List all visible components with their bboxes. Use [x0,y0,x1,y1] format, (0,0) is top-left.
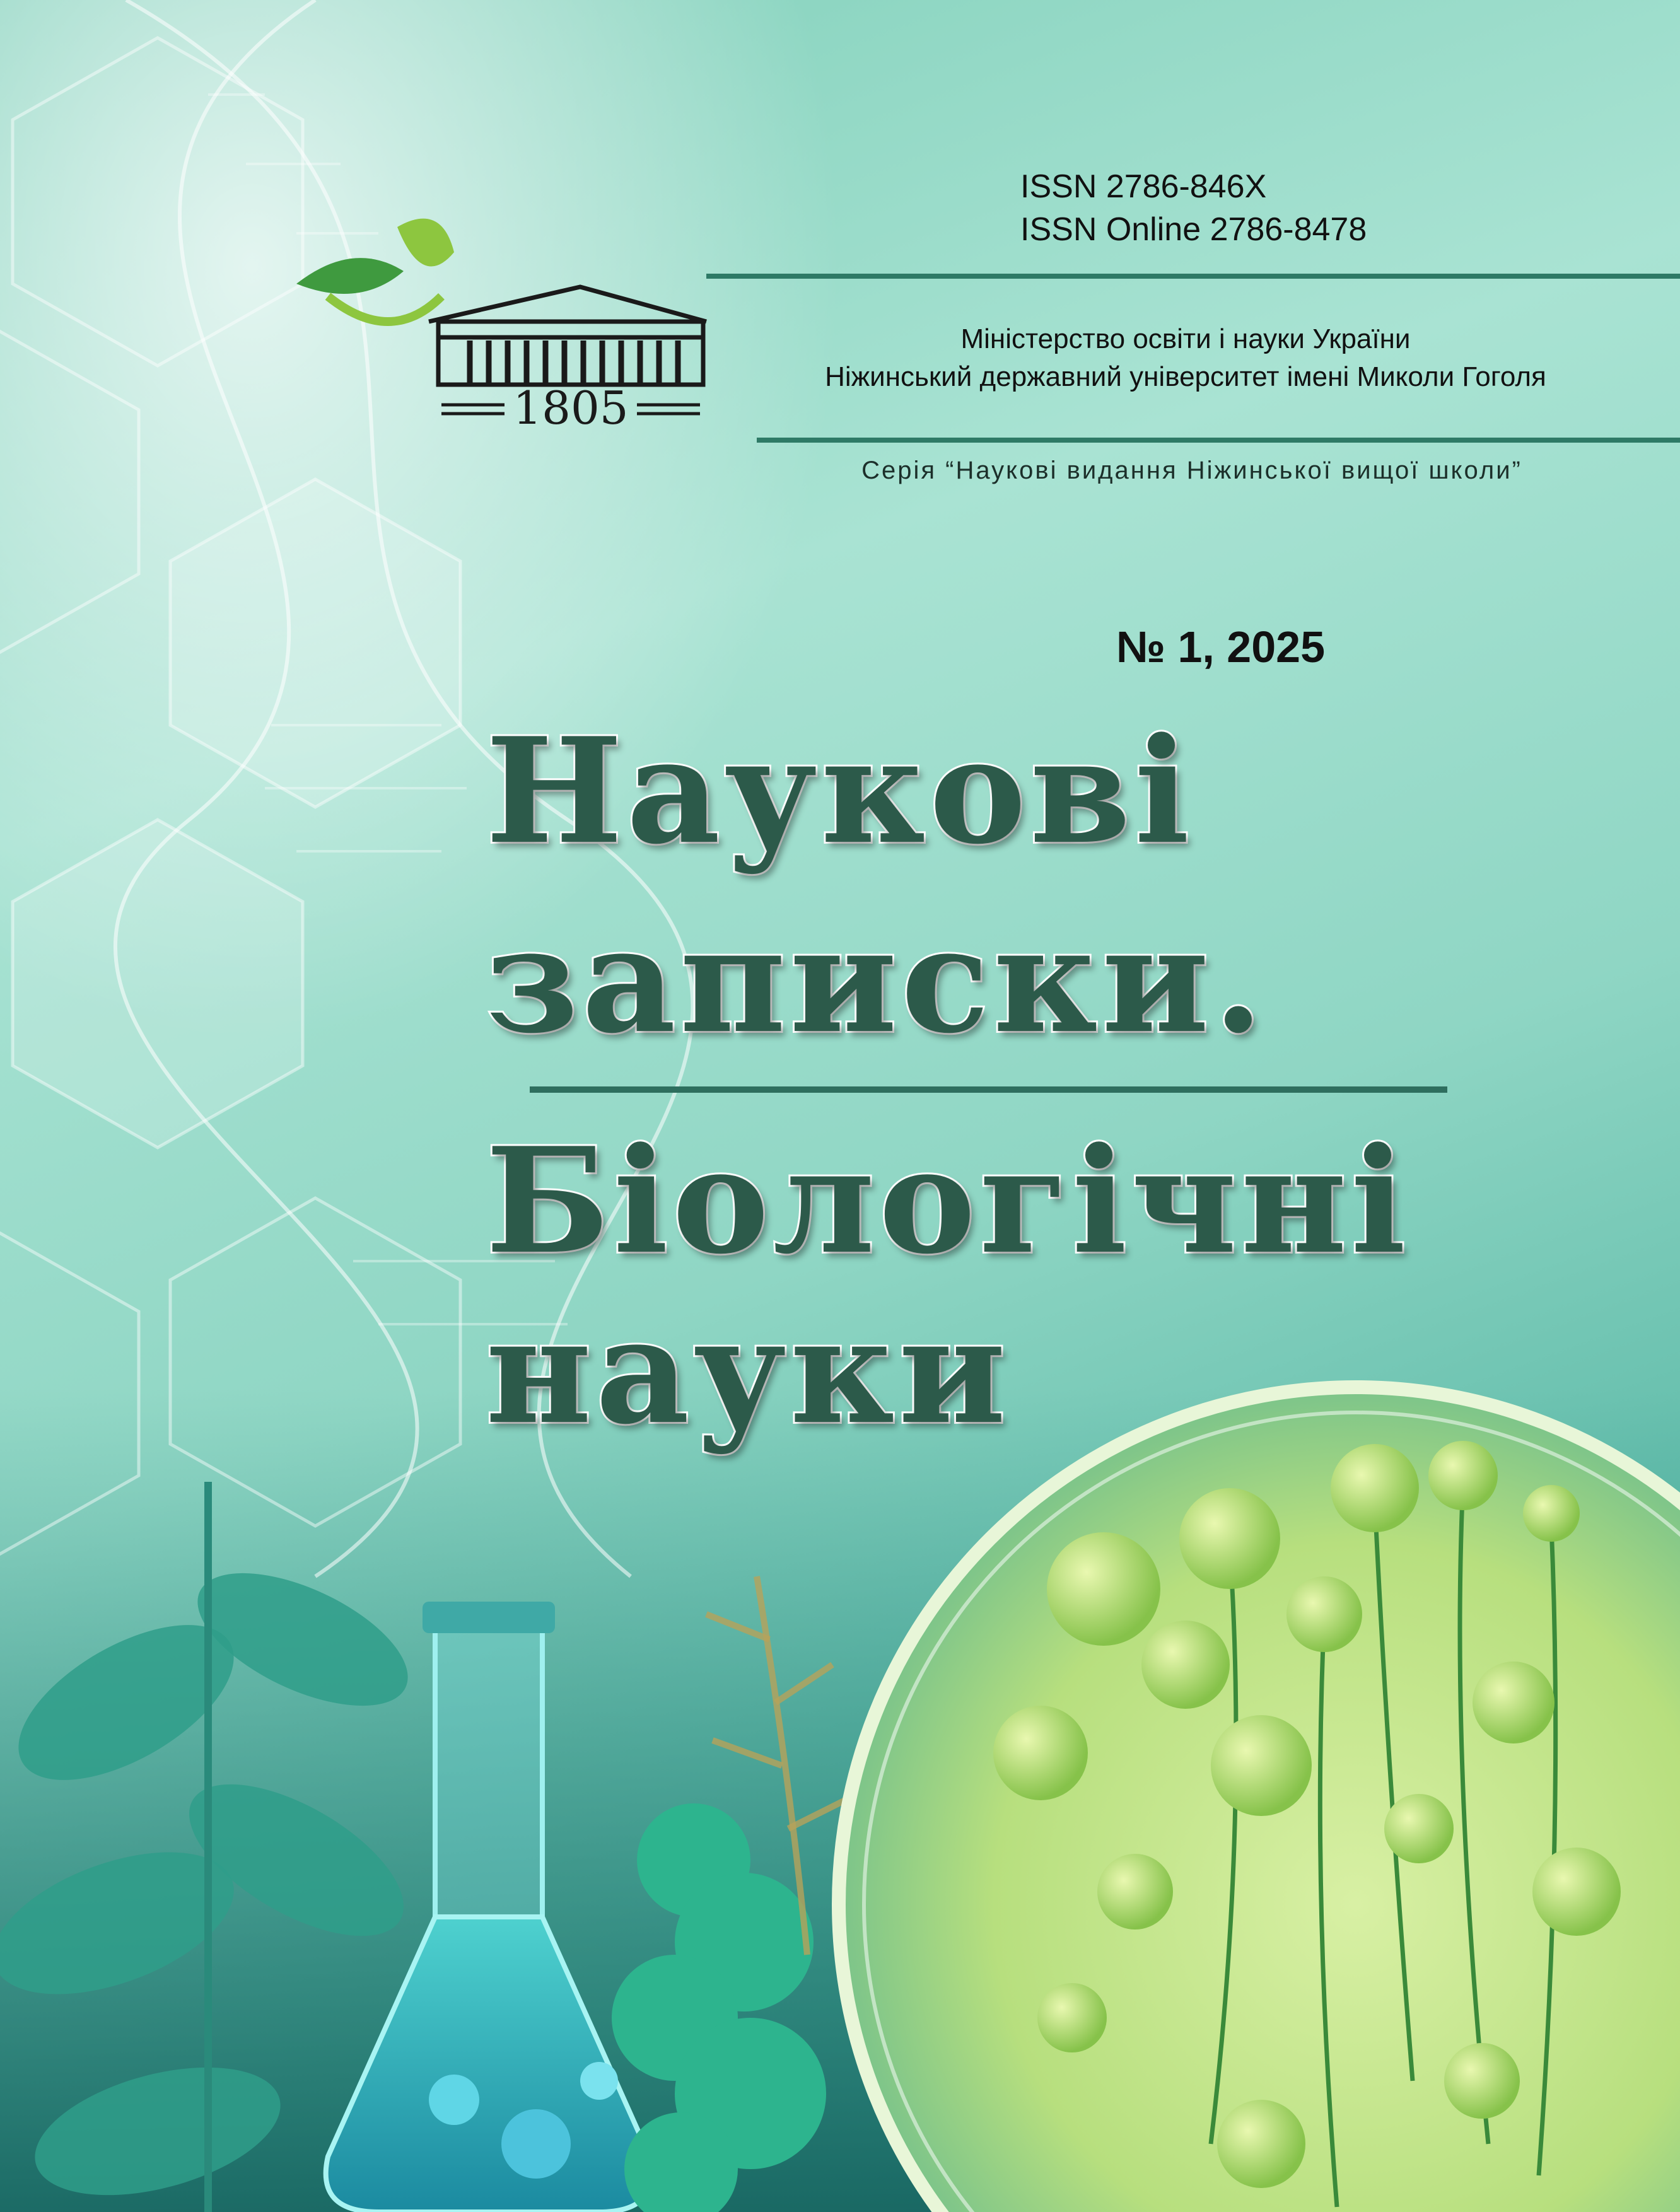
title-divider [530,1086,1447,1093]
series-label: Серія “Наукові видання Ніжинської вищої школи” [861,457,1522,484]
issue-number: № 1, 2025 [1116,622,1326,672]
journal-title-line-4: науки [486,1286,1010,1457]
journal-title-line-2: записки. [486,895,1268,1066]
logo-year: 1805 [513,381,629,434]
university-logo [296,202,725,441]
issn-print: ISSN 2786-846X [1020,168,1267,205]
university-name: Ніжинський державний університет імені Миколи Гоголя [825,361,1546,392]
leaf-emblem-icon [296,258,404,294]
journal-title-line-3: Біологічні [486,1116,1410,1286]
issn-block [1020,165,1367,251]
header-divider-top [706,274,1680,279]
ministry-name: Міністерство освіти і науки України [960,323,1411,354]
header-divider-bottom [757,438,1680,443]
journal-title-line-1: Наукові [486,706,1194,876]
issn-online: ISSN Online 2786-8478 [1020,211,1367,248]
publisher-block [763,320,1608,396]
